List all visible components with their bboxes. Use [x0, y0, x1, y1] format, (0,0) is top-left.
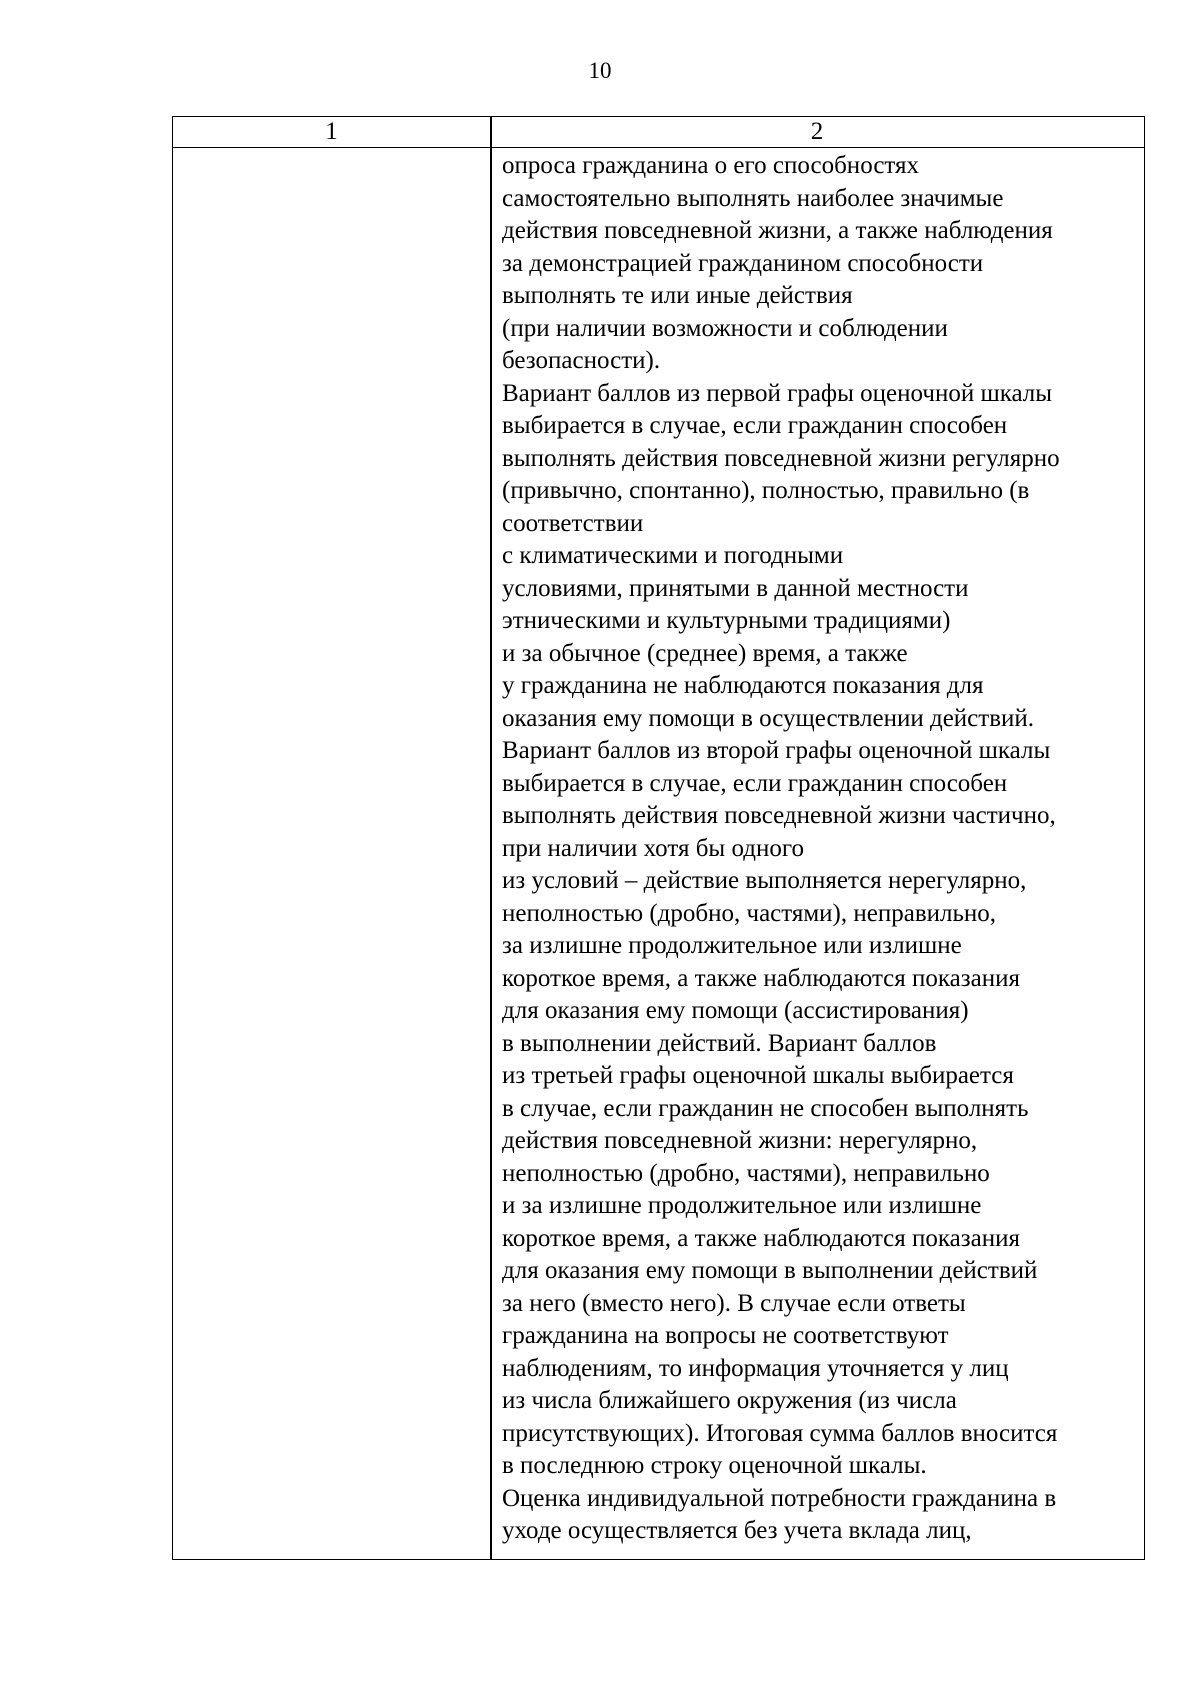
text-line: для оказания ему помощи (ассистирования)	[502, 997, 969, 1024]
column-header-2: 2	[810, 118, 824, 145]
text-line: выбирается в случае, если гражданин способен	[502, 412, 1008, 439]
text-line: за демонстрацией гражданином способности	[502, 249, 984, 277]
text-line: выполнять те или иные действия	[502, 282, 853, 309]
text-line: в выполнении действий. Вариант баллов	[502, 1029, 937, 1057]
table-cell-column-2	[502, 150, 1142, 1548]
text-line: Вариант баллов из второй графы оценочной шкалы	[502, 737, 1051, 764]
text-line: (привычно, спонтанно), полностью, правильно (в	[502, 477, 1030, 504]
text-line: соответствии	[502, 509, 644, 537]
text-line: за него (вместо него). В случае если ответы	[502, 1289, 966, 1317]
text-line: в случае, если гражданин не способен выполнять	[502, 1094, 1029, 1122]
text-line: неполностью (дробно, частями), неправильно,	[502, 899, 997, 927]
column-divider	[490, 117, 492, 1559]
text-line: присутствующих). Итоговая сумма баллов вносится	[502, 1419, 1058, 1447]
text-line: из условий – действие выполняется нерегулярно,	[502, 867, 1027, 894]
table-cell-column-1	[173, 148, 490, 1558]
text-line: неполностью (дробно, частями), неправильно	[502, 1159, 990, 1187]
text-line: короткое время, а также наблюдаются показания	[502, 964, 1020, 992]
text-line: опроса гражданина о его способностях	[502, 152, 920, 179]
text-line: у гражданина не наблюдаются показания для	[502, 672, 984, 699]
text-line: оказания ему помощи в осуществлении действий.	[502, 704, 1035, 732]
text-line: выбирается в случае, если гражданин способен	[502, 769, 1008, 797]
document-table	[172, 116, 1145, 1560]
text-line: за излишне продолжительное или излишне	[502, 932, 962, 959]
text-line: безопасности).	[502, 347, 661, 374]
text-line: (при наличии возможности и соблюдении	[502, 314, 948, 342]
text-line: и за обычное (среднее) время, а также	[502, 639, 908, 667]
text-line: уходе осуществляется без учета вклада лиц,	[502, 1517, 972, 1544]
text-line: для оказания ему помощи в выполнении действий	[502, 1257, 1038, 1284]
text-line: гражданина на вопросы не соответствуют	[502, 1322, 949, 1349]
text-line: наблюдениям, то информация уточняется у лиц	[502, 1354, 1009, 1382]
text-line: этническими и культурными традициями)	[502, 607, 951, 634]
text-line: и за излишне продолжительное или излишне	[502, 1192, 982, 1219]
text-line: при наличии хотя бы одного	[502, 834, 804, 862]
column-header-1: 1	[325, 118, 338, 145]
text-line: выполнять действия повседневной жизни регулярно	[502, 444, 1060, 472]
text-line: короткое время, а также наблюдаются показания	[502, 1224, 1020, 1252]
text-line: выполнять действия повседневной жизни частично,	[502, 802, 1056, 829]
text-line: из третьей графы оценочной шкалы выбирается	[502, 1062, 1014, 1089]
text-line: условиями, принятыми в данной местности	[502, 574, 969, 602]
text-line: Вариант баллов из первой графы оценочной шкалы	[502, 379, 1053, 407]
text-line: с климатическими и погодными	[502, 542, 844, 569]
text-line: Оценка индивидуальной потребности гражданина в	[502, 1484, 1057, 1512]
table-header-row	[173, 117, 1144, 148]
text-line: действия повседневной жизни: нерегулярно,	[502, 1127, 978, 1154]
page-number: 10	[588, 58, 612, 83]
text-line: из числа ближайшего окружения (из числа	[502, 1387, 957, 1414]
text-line: в последнюю строку оценочной шкалы.	[502, 1452, 927, 1479]
text-line: самостоятельно выполнять наиболее значимые	[502, 184, 1004, 212]
text-line: действия повседневной жизни, а также наблюдения	[502, 217, 1053, 244]
